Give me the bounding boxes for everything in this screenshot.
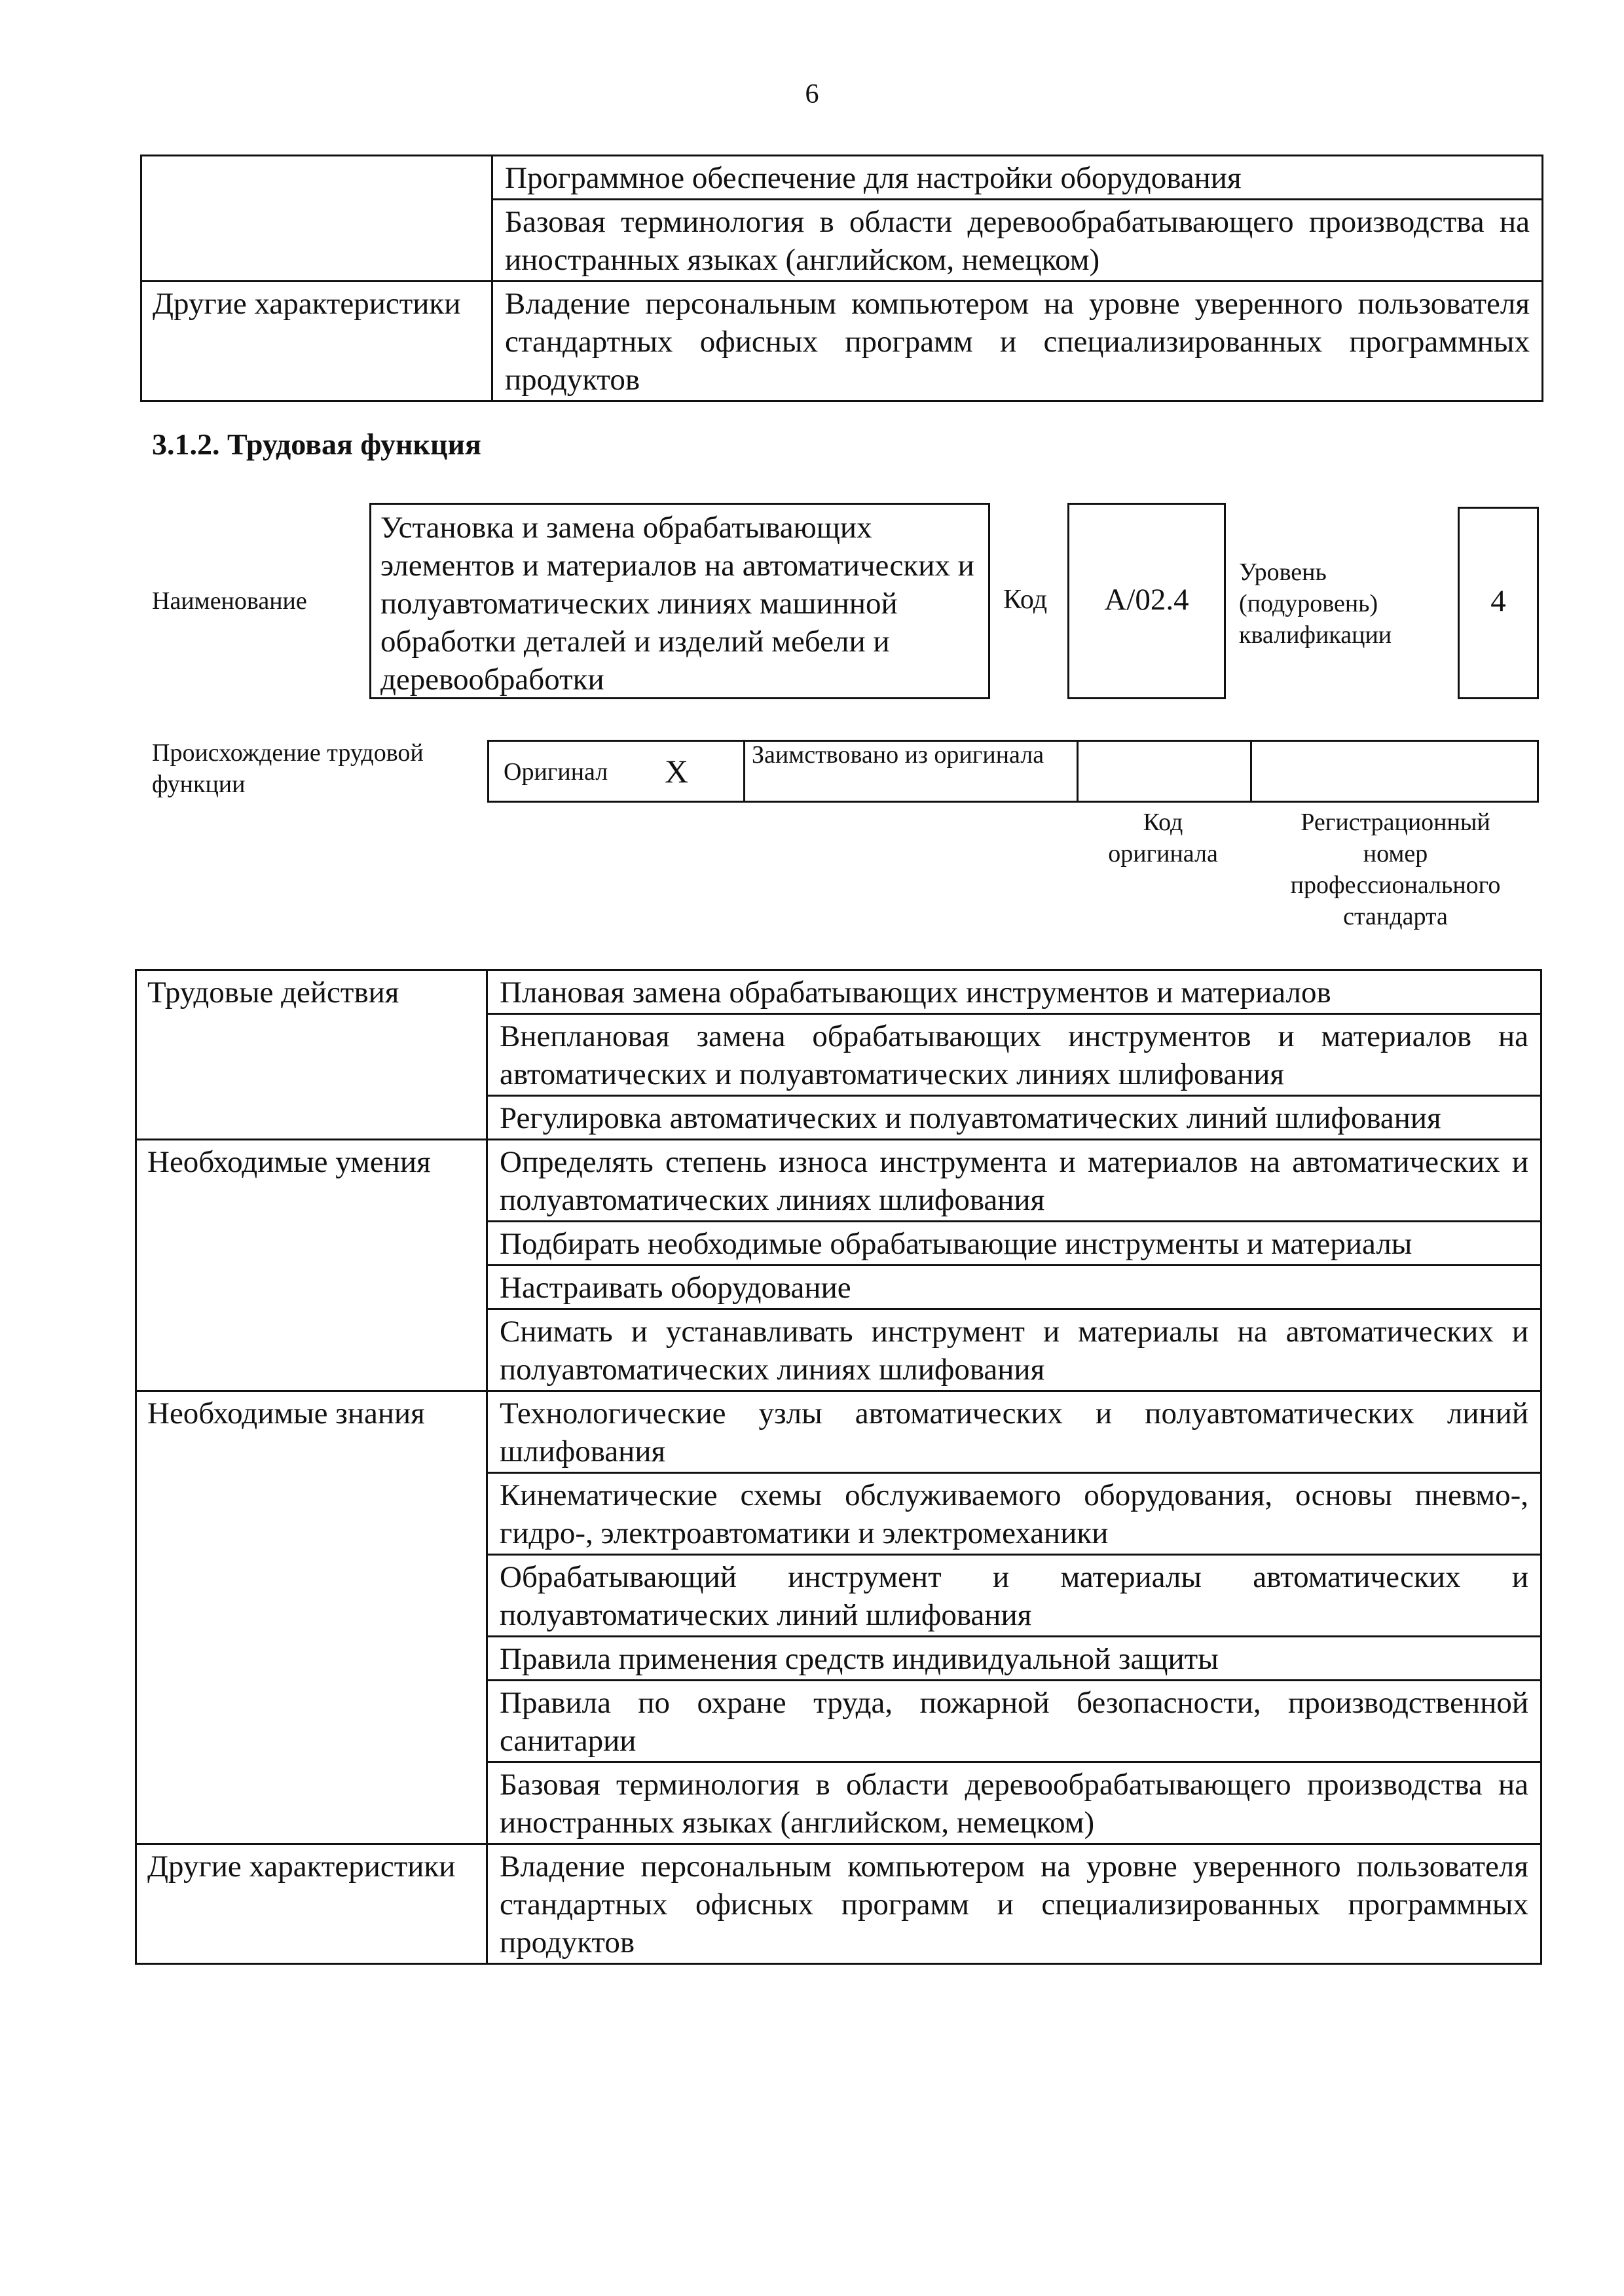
row-label: Другие характеристики: [141, 282, 492, 401]
origin-label: Происхождение трудовой функции: [152, 739, 424, 798]
reg-number-cell: [1250, 740, 1539, 803]
section-title: 3.1.2. Трудовая функция: [152, 428, 481, 461]
table-cell: Обрабатывающий инструмент и материалы автоматических и полуавтоматических линий шлифования: [487, 1555, 1541, 1637]
row-label: Необходимые умения: [136, 1140, 487, 1391]
code-original-caption: Код оригинала: [1108, 809, 1218, 867]
function-name-value: Установка и замена обрабатывающих элементов и материалов на автоматических и полуавтоматических линиях машинной обработки деталей и изделий мебели и деревообработки: [380, 511, 974, 697]
table-cell: Определять степень износа инструмента и материалов на автоматических и полуавтоматических линиях шлифования: [487, 1140, 1541, 1222]
table-cell: Правила по охране труда, пожарной безопасности, производственной санитарии: [487, 1681, 1541, 1762]
table-cell: Плановая замена обрабатывающих инструментов и материалов: [487, 970, 1541, 1014]
row-label: Трудовые действия: [136, 970, 487, 1140]
original-cell: [487, 740, 745, 803]
code-label: Код: [1003, 585, 1048, 615]
table-cell: Внеплановая замена обрабатывающих инструментов и материалов на автоматических и полуавтоматических линиях шлифования: [487, 1014, 1541, 1096]
table-cell: Базовая терминология в области деревообрабатывающего производства на иностранных языках (английском, немецком): [492, 200, 1543, 282]
table-cell: Владение персональным компьютером на уровне уверенного пользователя стандартных офисных программ и специализированных программных продуктов: [487, 1844, 1541, 1964]
name-label: Наименование: [152, 587, 307, 615]
table-cell: Подбирать необходимые обрабатывающие инструменты и материалы: [487, 1222, 1541, 1266]
table-row: [136, 1140, 1541, 1222]
level-box: [1458, 507, 1539, 699]
table-row: [141, 156, 1543, 200]
main-table: [135, 969, 1542, 1965]
table-cell: Регулировка автоматических и полуавтоматических линий шлифования: [487, 1096, 1541, 1140]
original-label: Оригинал: [504, 758, 608, 786]
code-value: A/02.4: [1104, 583, 1189, 617]
row-label: Необходимые знания: [136, 1391, 487, 1844]
top-table: [140, 155, 1543, 402]
borrowed-cell: [743, 740, 1079, 803]
table-cell: Снимать и устанавливать инструмент и материалы на автоматических и полуавтоматических линиях шлифования: [487, 1309, 1541, 1391]
table-cell: Кинематические схемы обслуживаемого оборудования, основы пневмо-, гидро-, электроавтоматики и электромеханики: [487, 1473, 1541, 1555]
table-row: [136, 970, 1541, 1014]
level-value: 4: [1490, 584, 1506, 618]
table-cell: Владение персональным компьютером на уровне уверенного пользователя стандартных офисных программ и специализированных программных продуктов: [492, 282, 1543, 401]
reg-number-caption: Регистрационный номер профессионального стандарта: [1290, 809, 1501, 930]
code-box: [1067, 503, 1226, 699]
table-cell: Базовая терминология в области деревообрабатывающего производства на иностранных языках (английском, немецком): [487, 1762, 1541, 1844]
table-row: [136, 1844, 1541, 1964]
page-number: 6: [805, 79, 819, 109]
row-label: Другие характеристики: [136, 1844, 487, 1964]
original-mark: X: [665, 753, 689, 790]
table-cell: Настраивать оборудование: [487, 1266, 1541, 1309]
table-cell: Технологические узлы автоматических и полуавтоматических линий шлифования: [487, 1391, 1541, 1473]
function-name-box: [369, 503, 990, 699]
table-row: [136, 1391, 1541, 1473]
level-label: Уровень (подуровень) квалификации: [1239, 558, 1392, 649]
table-cell: Программное обеспечение для настройки оборудования: [492, 156, 1543, 200]
table-row: [141, 282, 1543, 401]
code-original-cell: [1077, 740, 1252, 803]
table-cell: Правила применения средств индивидуальной защиты: [487, 1637, 1541, 1681]
row-label: [141, 156, 492, 282]
borrowed-label: Заимствовано из оригинала: [752, 741, 1044, 769]
